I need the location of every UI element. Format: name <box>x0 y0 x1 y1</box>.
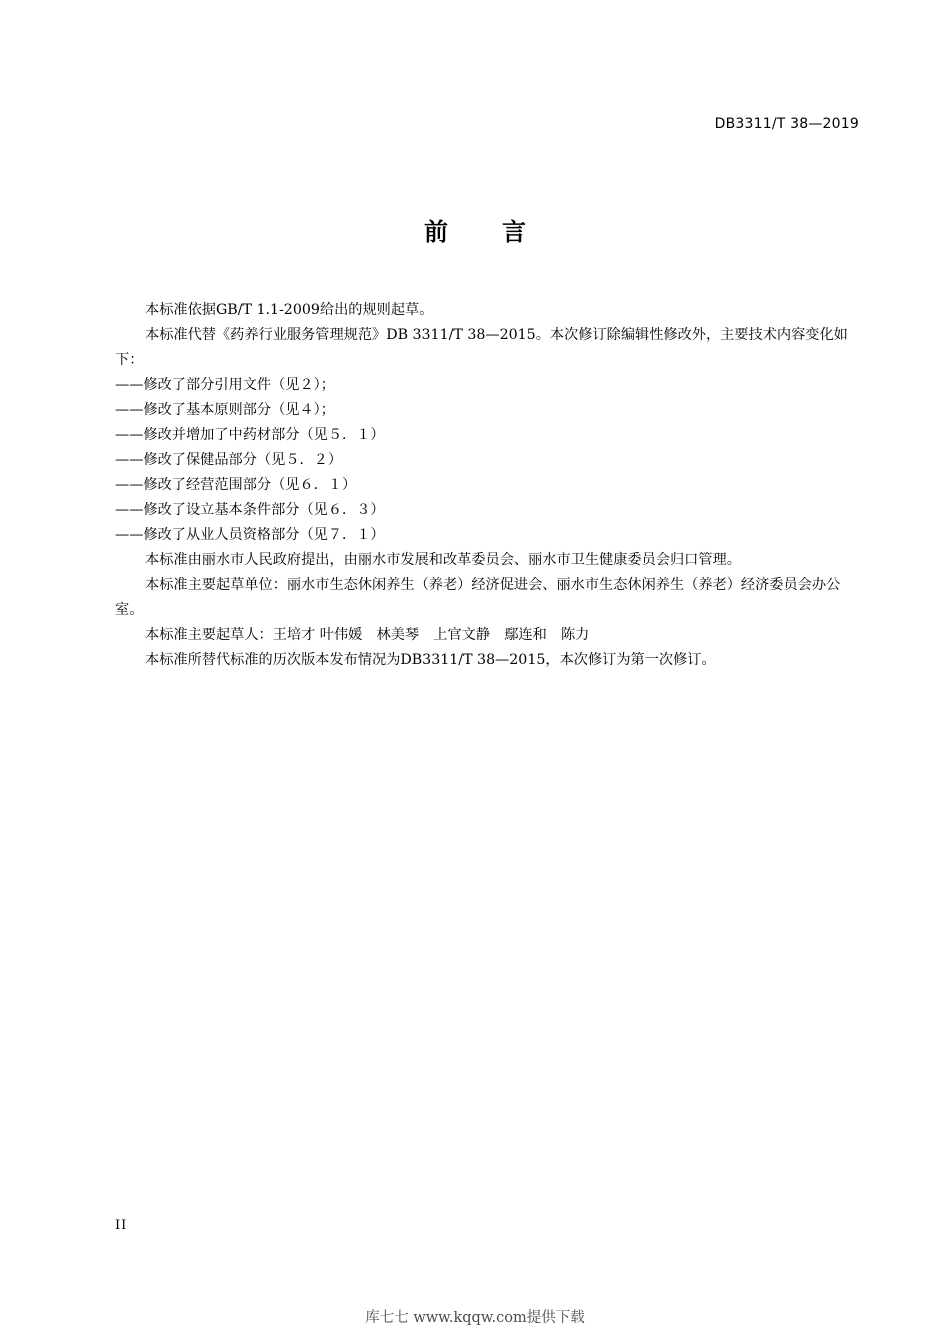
change-item: ——修改了保健品部分（见５．２） <box>115 452 343 468</box>
paragraph-drafting-rules: 本标准依据GB/T 1.1-2009给出的规则起草。 <box>145 302 434 318</box>
title-char-2: 言 <box>502 218 526 246</box>
paragraph-replacement: 本标准代替《药养行业服务管理规范》DB 3311/T 38—2015。本次修订除编辑性修改外，主要技术内容变化如下： <box>115 327 848 368</box>
foreword-body <box>115 298 863 673</box>
change-item: ——修改了设立基本条件部分（见６．３） <box>115 502 385 518</box>
change-item: ——修改了从业人员资格部分（见７．１） <box>115 527 385 543</box>
standard-code: DB3311/T 38—2019 <box>714 116 859 132</box>
change-item: ——修改并增加了中药材部分（见５．１） <box>115 427 385 443</box>
page-title <box>0 212 950 247</box>
paragraph-version-history: 本标准所替代标准的历次版本发布情况为DB3311/T 38—2015，本次修订为第一次修订。 <box>145 652 716 668</box>
paragraph-drafting-units: 本标准主要起草单位：丽水市生态休闲养生（养老）经济促进会、丽水市生态休闲养生（养老）经济委员会办公室。 <box>115 577 841 618</box>
footer-watermark: 库七七 www.kqqw.com提供下载 <box>365 1310 585 1326</box>
paragraph-proposer: 本标准由丽水市人民政府提出，由丽水市发展和改革委员会、丽水市卫生健康委员会归口管理。 <box>145 552 741 568</box>
title-char-1: 前 <box>424 218 448 246</box>
page-number: II <box>115 1218 128 1233</box>
change-item: ——修改了基本原则部分（见４）； <box>115 402 335 418</box>
paragraph-drafters: 本标准主要起草人：王培才 叶伟媛 林美琴 上官文静 鄢连和 陈力 <box>145 627 590 643</box>
change-item: ——修改了经营范围部分（见６．１） <box>115 477 357 493</box>
change-item: ——修改了部分引用文件（见２）； <box>115 377 335 393</box>
